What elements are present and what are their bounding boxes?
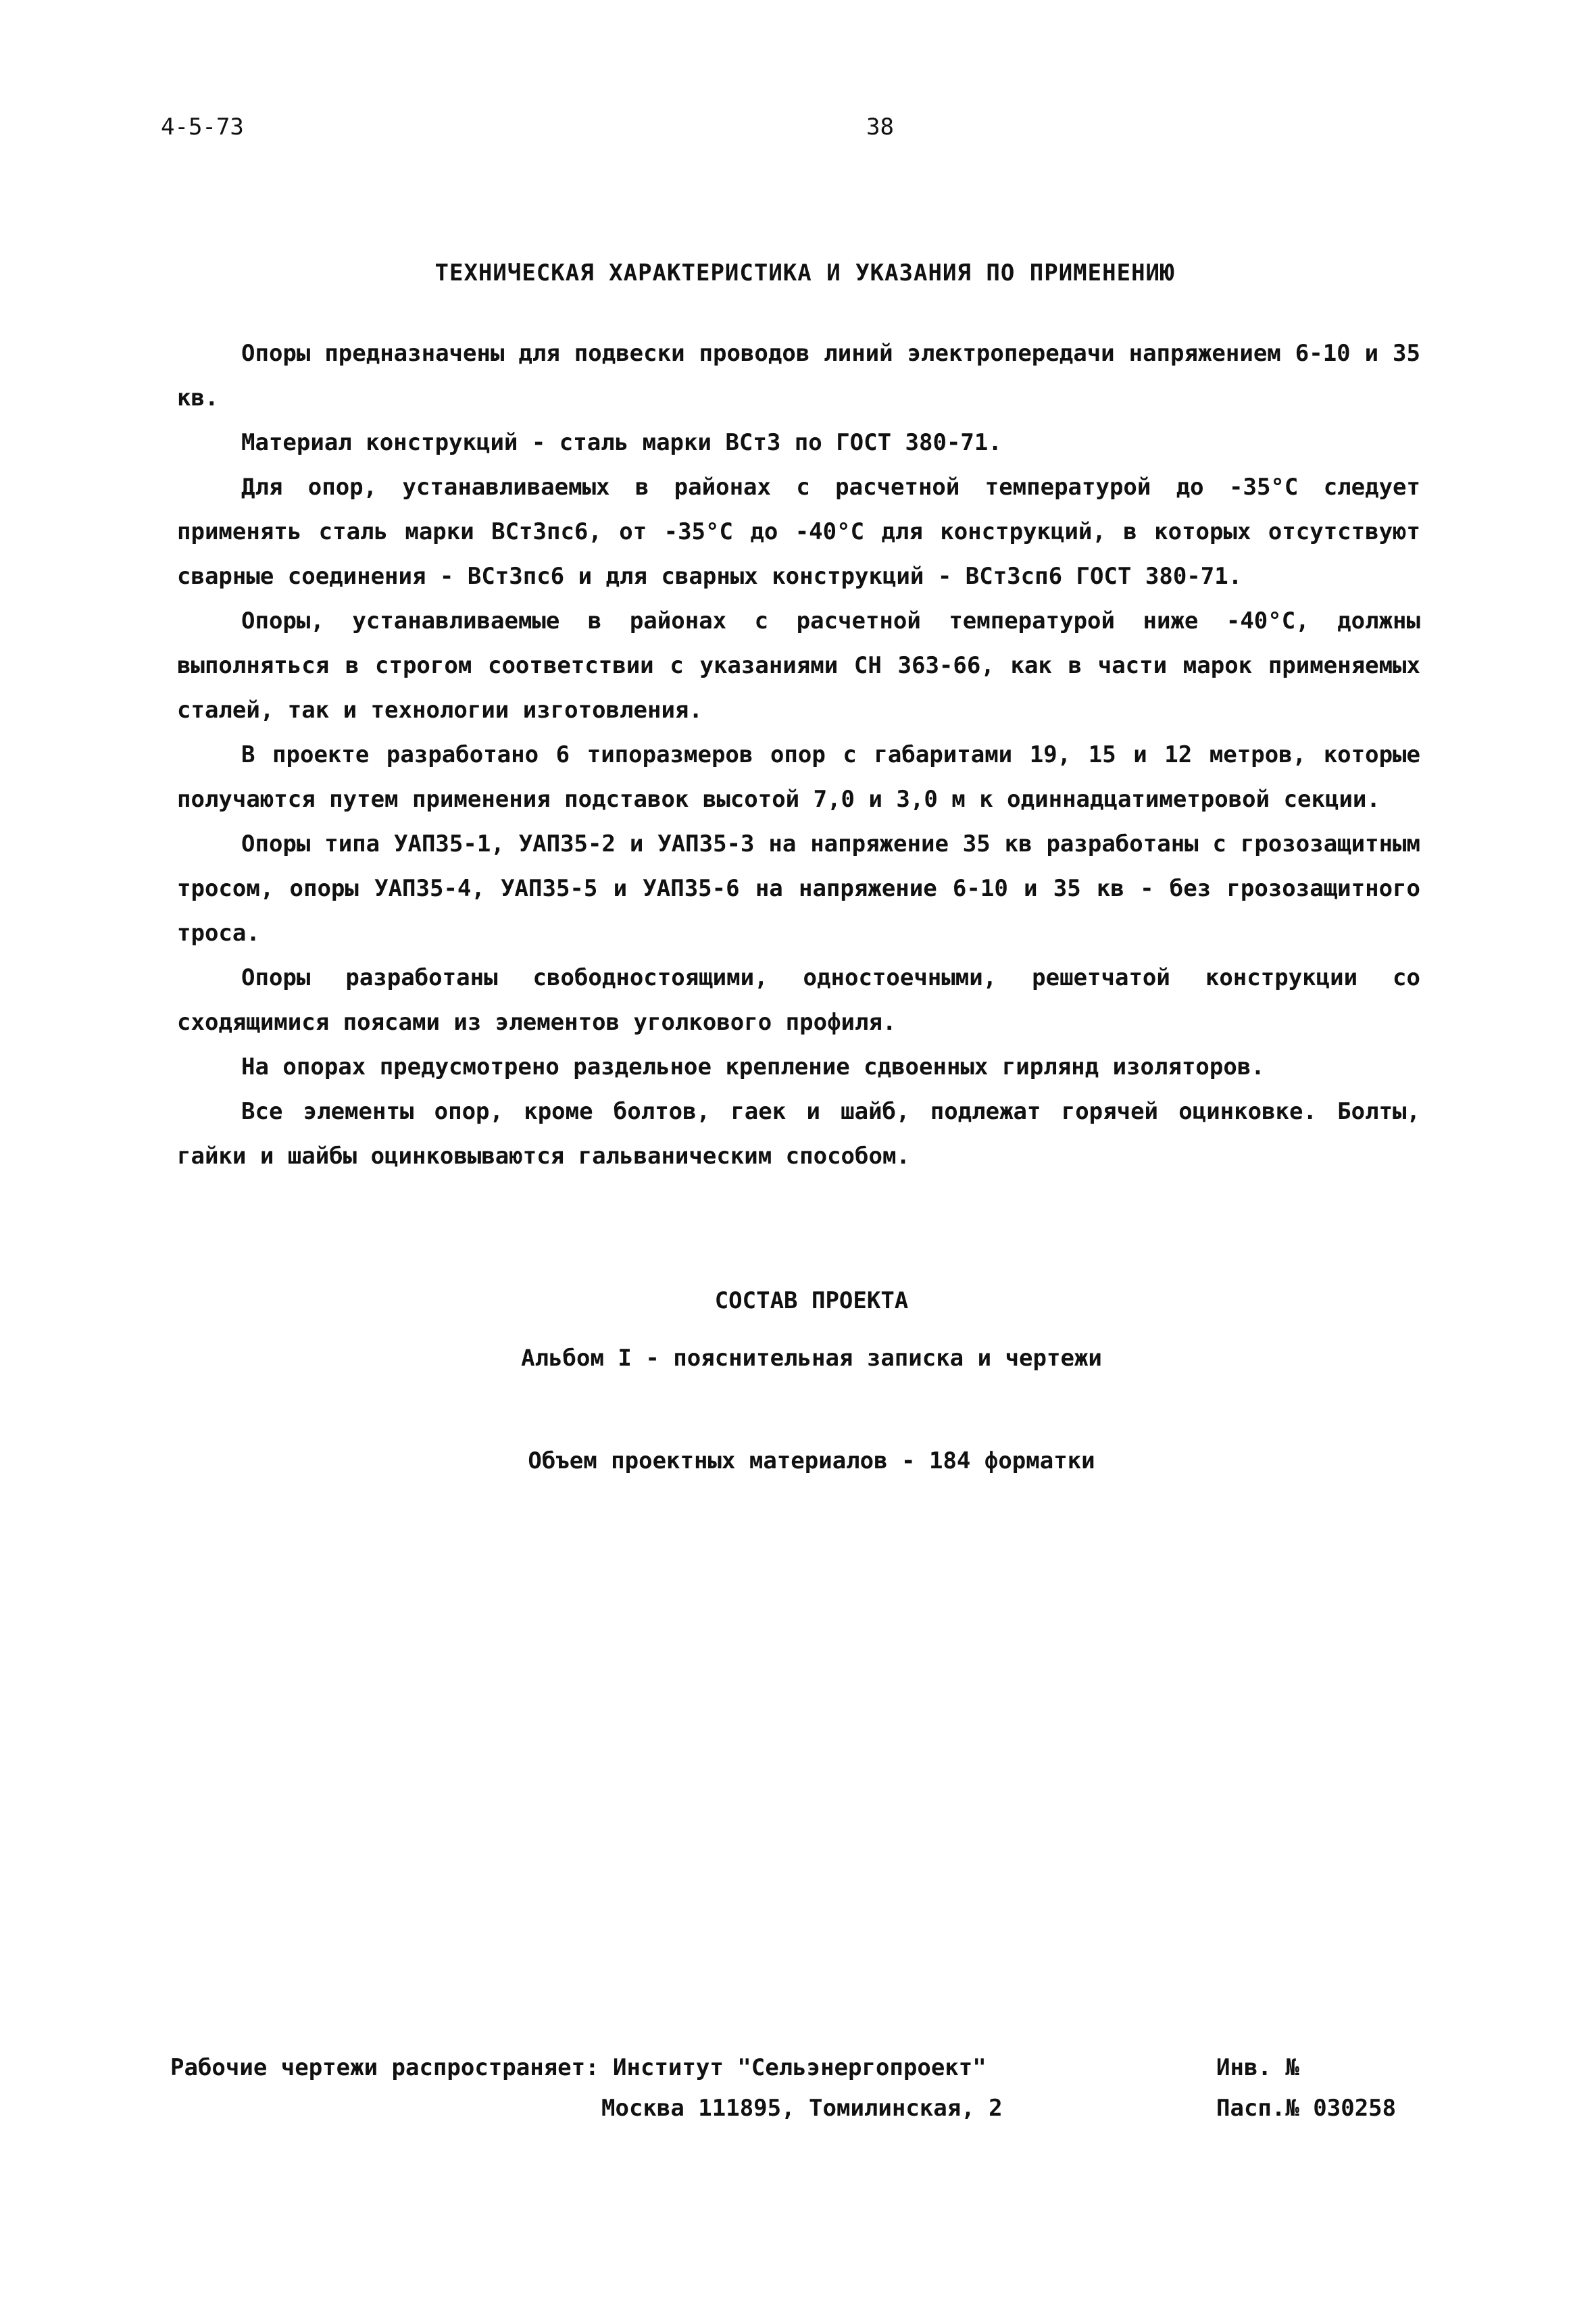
distributor-label: Рабочие чертежи распространяет: Институт "Сельэнергопроект" xyxy=(170,2054,987,2081)
paragraph: Опоры типа УАП35-1, УАП35-2 и УАП35-3 на напряжение 35 кв разработаны с грозозащитным тросом, опоры УАП35-4, УАП35-5 и УАП35-6 на напряжение 6-10 и 35 кв - без грозозащитного троса. xyxy=(177,830,1420,947)
technical-text xyxy=(177,331,1420,1178)
paragraph: Опоры предназначены для подвески проводов линий электропередачи напряжением 6-10 и 35 кв. xyxy=(177,340,1420,412)
paragraph: В проекте разработано 6 типоразмеров опор с габаритами 19, 15 и 12 метров, которые получаются путем применения подставок высотой 7,0 и 3,0 м к одиннадцатиметровой секции. xyxy=(177,741,1420,813)
paragraph: Опоры разработаны свободностоящими, одностоечными, решетчатой конструкции со сходящимися поясами из элементов уголкового профиля. xyxy=(177,964,1420,1036)
distributor-address: Москва 111895, Томилинская, 2 xyxy=(601,2095,1003,2122)
album-line: Альбом I - пояснительная записка и чертежи xyxy=(521,1345,1102,1372)
volume-line: Объем проектных материалов - 184 форматки xyxy=(528,1447,1095,1474)
paragraph: Опоры, устанавливаемые в районах с расчетной температурой ниже -40°С, должны выполняться в строгом соответствии с указаниями СН 363-66, как в части марок применяемых сталей, так и технологии изготовления. xyxy=(177,607,1420,724)
section-title-technical: ТЕХНИЧЕСКАЯ ХАРАКТЕРИСТИКА И УКАЗАНИЯ ПО ПРИМЕНЕНИЮ xyxy=(434,259,1175,287)
paragraph: Все элементы опор, кроме болтов, гаек и шайб, подлежат горячей оцинковке. Болты, гайки и шайбы оцинковываются гальваническим способом. xyxy=(177,1098,1420,1170)
page-number: 38 xyxy=(866,114,894,141)
paragraph: Материал конструкций - сталь марки ВСт3 по ГОСТ 380-71. xyxy=(241,429,1002,456)
paragraph: Для опор, устанавливаемых в районах с расчетной температурой до -35°С следует применять сталь марки ВСт3пс6, от -35°С до -40°С для конструкций, в которых отсутствуют сварные соединения - ВСт3пс6 и для сварных конструкций - ВСт3сп6 ГОСТ 380-71. xyxy=(177,474,1420,590)
passport-number: Пасп.№ 030258 xyxy=(1216,2095,1397,2122)
paragraph: На опорах предусмотрено раздельное крепление сдвоенных гирлянд изоляторов. xyxy=(241,1053,1265,1080)
section-title-composition: СОСТАВ ПРОЕКТА xyxy=(714,1287,909,1314)
inventory-number-label: Инв. № xyxy=(1216,2054,1299,2081)
document-code: 4-5-73 xyxy=(161,114,244,141)
